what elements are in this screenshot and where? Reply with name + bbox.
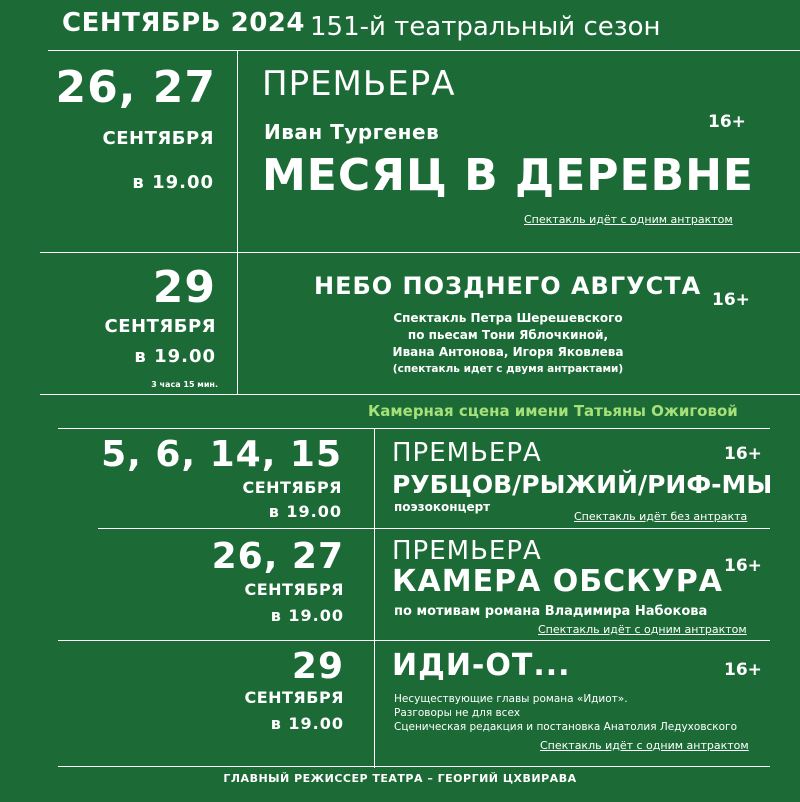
age-rating: 16+ [724,444,762,464]
intermission-note: Спектакль идёт без антракта [574,510,748,523]
divider [237,50,238,253]
divider [58,766,770,767]
premiere-label: ПРЕМЬЕРА [392,536,542,566]
age-rating: 16+ [724,556,762,576]
event-dates: 26, 27 [55,62,216,113]
header-season: 151-й театральный сезон [310,12,661,42]
event-time: в 19.00 [132,172,214,193]
divider [58,640,770,641]
event-time: в 19.00 [134,346,216,367]
event-title: МЕСЯЦ В ДЕРЕВНЕ [262,150,754,201]
event-dates: 5, 6, 14, 15 [101,434,342,475]
intermission-note: Спектакль идёт с одним антрактом [524,213,733,226]
event-month: СЕНТЯБРЯ [244,688,344,707]
age-rating: 16+ [712,290,750,310]
divider [40,252,800,253]
event-month: СЕНТЯБРЯ [242,478,342,497]
age-rating: 16+ [724,660,762,680]
intermission-note: Спектакль идёт с одним антрактом [538,623,747,636]
divider [58,428,770,429]
footer-director: ГЛАВНЫЙ РЕЖИССЕР ТЕАТРА – ГЕОРГИЙ ЦХВИРАВА [223,772,577,785]
divider [374,428,375,768]
event-author: Иван Тургенев [264,120,440,144]
intermission-note: Спектакль идёт с одним антрактом [540,739,749,752]
event-title: НЕБО ПОЗДНЕГО АВГУСТА [314,272,702,300]
event-title: КАМЕРА ОБСКУРА [392,564,723,599]
premiere-label: ПРЕМЬЕРА [392,438,542,468]
event-title: ИДИ-ОТ... [392,648,571,683]
event-dates: 29 [152,262,216,313]
event-month: СЕНТЯБРЯ [102,128,214,149]
premiere-label: ПРЕМЬЕРА [262,64,456,104]
event-duration: 3 часа 15 мин. [151,380,218,389]
header-month: СЕНТЯБРЬ 2024 [62,8,305,38]
event-time: в 19.00 [270,606,344,625]
age-rating: 16+ [708,112,746,132]
divider [98,528,770,529]
event-time: в 19.00 [270,714,344,733]
divider [48,50,800,51]
event-subtitle: поэзоконцерт [394,500,491,514]
event-dates: 26, 27 [211,536,344,577]
event-month: СЕНТЯБРЯ [244,580,344,599]
event-dates: 29 [291,646,344,687]
divider [40,394,800,395]
event-subtitle: по мотивам романа Владимира Набокова [394,604,708,619]
event-time: в 19.00 [268,502,342,521]
event-title: РУБЦОВ/РЫЖИЙ/РИФ-МЫ [392,470,773,499]
event-month: СЕНТЯБРЯ [104,316,216,337]
event-details: Несуществующие главы романа «Идиот». Разговоры не для всех Сценическая редакция и постановка Анатолия Ледуховского [394,693,737,733]
chamber-stage-title: Камерная сцена имени Татьяны Ожиговой [368,402,738,420]
divider [237,252,238,395]
event-details: Спектакль Петра Шерешевского по пьесам Тони Яблочкиной, Ивана Антонова, Игоря Яковлева (спектакль идет с двумя антрактами) [392,311,624,375]
